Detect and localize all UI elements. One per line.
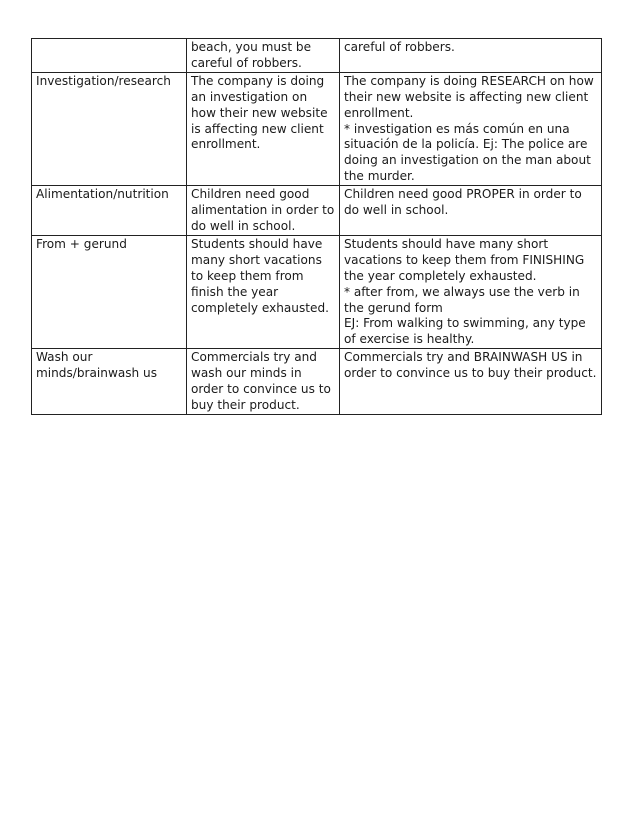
correction-cell: careful of robbers. — [340, 39, 602, 73]
error-example-cell: The company is doing an investigation on how their new website is affecting new client enrollment. — [187, 72, 340, 185]
error-example-cell: Commercials try and wash our minds in order to convince us to buy their product. — [187, 349, 340, 415]
error-example-cell: beach, you must be careful of robbers. — [187, 39, 340, 73]
term-cell — [32, 39, 187, 73]
table-row — [32, 72, 602, 185]
correction-cell: Commercials try and BRAINWASH US in order to convince us to buy their product. — [340, 349, 602, 415]
term-cell: Wash our minds/brainwash us — [32, 349, 187, 415]
term-cell: From + gerund — [32, 235, 187, 348]
term-cell: Investigation/research — [32, 72, 187, 185]
vocabulary-corrections-table — [31, 38, 602, 415]
correction-cell: Children need good PROPER in order to do well in school. — [340, 186, 602, 236]
correction-cell: Students should have many short vacations to keep them from FINISHING the year completely exhausted. * after from, we always use the verb in the gerund form EJ: From walking to swimming, any type of exercise is healthy. — [340, 235, 602, 348]
term-cell: Alimentation/nutrition — [32, 186, 187, 236]
table-row — [32, 349, 602, 415]
error-example-cell: Students should have many short vacations to keep them from finish the year completely exhausted. — [187, 235, 340, 348]
table-row — [32, 186, 602, 236]
table-row — [32, 235, 602, 348]
error-example-cell: Children need good alimentation in order to do well in school. — [187, 186, 340, 236]
correction-cell: The company is doing RESEARCH on how their new website is affecting new client enrollment. * investigation es más común en una situación de la policía. Ej: The police are doing an investigation on the man about the murder. — [340, 72, 602, 185]
table-row — [32, 39, 602, 73]
